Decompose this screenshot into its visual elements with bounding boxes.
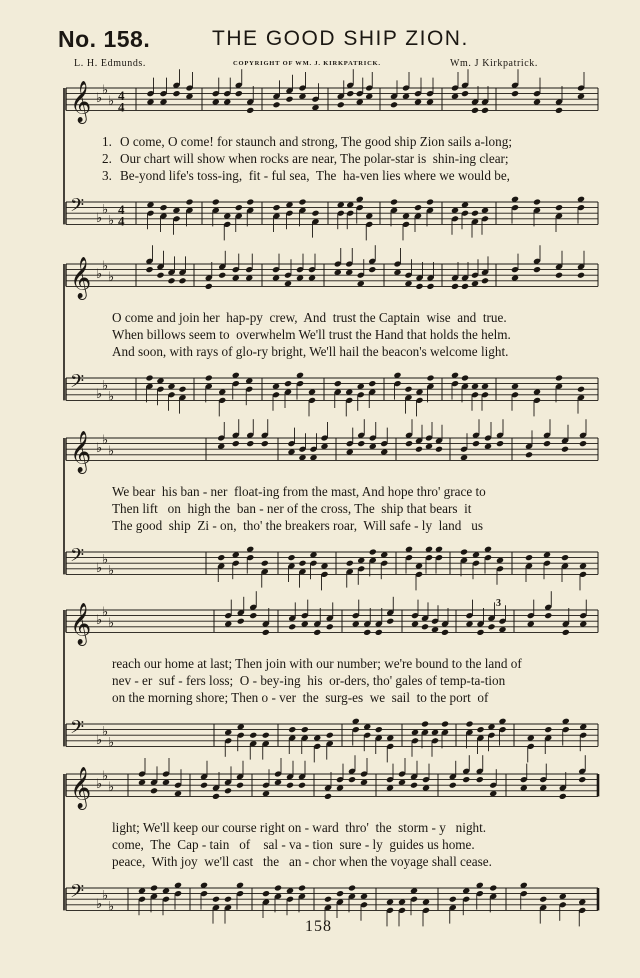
note-head [324,793,332,800]
lyric-text: Then lift on high the ban - ner of the cross, The ship that bears it [112,501,472,516]
treble-clef-icon: 𝄞 [70,767,92,809]
treble-clef-icon: 𝄞 [70,431,92,473]
note-head [525,554,533,561]
note-head [298,560,306,567]
flat-icon: ♭ [102,888,109,904]
note-head [487,623,495,630]
note-head [285,96,293,103]
note-head [262,732,270,739]
flat-icon: ♭ [102,604,109,620]
page-number: 158 [305,918,332,935]
hymn-number: No. 158. [58,26,151,52]
lyric-text: And soon, with rays of glo-ry bright, We'll hail the beacon's welcome light. [112,344,509,359]
lyric-text: peace, With joy we'll cast the an - chor when the voyage shall cease. [112,854,492,869]
note-head [172,90,180,97]
note-head [212,198,220,205]
note-head [313,629,321,636]
flat-icon: ♭ [96,560,103,576]
treble-clef-icon: 𝄞 [70,81,92,123]
note-head [363,629,371,636]
bass-clef-icon: 𝄢 [70,545,85,571]
lyric-line [66,854,640,870]
note-head [301,726,309,733]
note-head [185,198,193,205]
note-head [369,548,377,555]
note-head [235,90,243,97]
note-head [262,890,270,897]
flat-icon: ♭ [96,386,103,402]
note-head [357,440,365,447]
bass-staff [66,881,598,926]
treble-clef-icon: 𝄞 [70,257,92,299]
flat-icon: ♭ [96,210,103,226]
note-head [561,446,569,453]
bass-staff [66,545,598,590]
lyric-text: The good ship Zi - on, tho' the breakers roar, Will safe - ly land us [112,518,483,533]
flat-icon: ♭ [102,258,109,274]
flat-icon: ♭ [102,82,109,98]
note-head [324,896,332,903]
treble-staff [66,245,598,299]
note-head [236,782,244,789]
note-head [562,629,570,636]
bass-clef-icon: 𝄢 [70,371,85,397]
flat-icon: ♭ [96,732,103,748]
note-head [461,90,469,97]
flat-icon: ♭ [108,563,115,579]
note-head [555,374,563,381]
flat-icon: ♭ [102,768,109,784]
note-head [337,101,345,108]
note-head [235,204,243,211]
note-head [249,612,257,619]
note-head [390,101,398,108]
music-system [66,431,598,584]
lyric-text: reach our home at last; Then join with our number; we're bound to the land of [112,656,522,671]
note-head [326,623,334,630]
lyric-line [66,690,640,706]
note-head [334,380,342,387]
note-head [246,107,254,114]
flat-icon: ♭ [102,432,109,448]
note-head [167,277,175,284]
note-head [375,726,383,733]
note-head [415,446,423,453]
lyric-text: light; We'll keep our course right on - ward thro' the storm - y night. [112,820,487,835]
flat-icon: ♭ [96,896,103,912]
note-head [462,776,470,783]
note-head [205,374,213,381]
flat-icon: ♭ [102,552,109,568]
note-head [404,386,412,393]
note-head [287,554,295,561]
lyric-line [66,484,640,500]
note-head [471,107,479,114]
note-head [561,554,569,561]
note-head [150,787,158,794]
note-head [348,884,356,891]
note-head [178,386,186,393]
note-head [461,374,469,381]
lyric-line [66,518,640,534]
note-head [426,283,434,290]
note-head [525,451,533,458]
lyric-line [66,310,640,326]
music-system [66,81,598,234]
note-head [421,623,429,630]
lyric-line [66,501,640,517]
lyric-text: When billows seem to overwhelm We'll trust the Hand that holds the helm. [112,327,511,342]
note-head [368,380,376,387]
triplet-mark: 3 [496,598,501,609]
note-head [298,782,306,789]
bass-staff [66,717,598,762]
note-head [145,374,153,381]
lyric-text: O come and join her hap-py crew, And trust the Captain wise and true. [112,310,507,325]
note-head [415,283,423,290]
note-head [200,782,208,789]
note-head [577,386,585,393]
note-head [489,884,497,891]
note-head [232,440,240,447]
note-head [441,720,449,727]
note-head [476,629,484,636]
note-head [156,272,164,279]
lyric-line [66,820,640,836]
verse-number: 3. [102,168,112,183]
note-head [298,884,306,891]
note-head [451,283,459,290]
note-head [390,198,398,205]
music-system [66,257,598,410]
treble-staff [66,419,598,473]
lyric-text: on the morning shore; Then o - ver the surg-es we sail to the port of [112,690,489,705]
note-head [284,380,292,387]
flat-icon: ♭ [108,389,115,405]
note-head [414,204,422,211]
treble-staff [66,755,598,809]
note-head [159,204,167,211]
note-head [435,446,443,453]
note-head [224,787,232,794]
note-head [246,440,254,447]
music-system [66,767,598,920]
note-head [375,629,383,636]
note-head [212,793,220,800]
lyric-line [66,656,640,672]
note-head [421,720,429,727]
flat-icon: ♭ [102,724,109,740]
flat-icon: ♭ [108,444,115,459]
note-head [217,554,225,561]
bass-staff [66,195,598,240]
treble-staff [66,69,598,123]
lyric-line [66,134,634,150]
note-head [460,548,468,555]
treble-clef-icon: 𝄞 [70,603,92,645]
lyric-text: Our chart will show when rocks are near, The polar-star is shin-ing clear; [120,151,509,166]
note-head [555,107,563,114]
note-head [262,629,270,636]
note-head [326,732,334,739]
note-head [544,612,552,619]
lyric-text: We bear his ban - ner float-ing from the mast, And hope thro' grace to [112,484,486,499]
lyric-line [66,837,640,853]
note-head [449,782,457,789]
note-head [511,90,519,97]
flat-icon: ♭ [96,777,103,793]
verse-number: 2. [102,151,112,166]
flat-icon: ♭ [108,616,115,631]
note-head [449,896,457,903]
note-head [410,782,418,789]
note-head [348,776,356,783]
note-head [465,720,473,727]
note-head [288,726,296,733]
flat-icon: ♭ [96,91,103,107]
note-head [471,210,479,217]
note-head [533,266,541,273]
note-head [178,277,186,284]
lyric-line [66,327,640,343]
composer-credit: Wm. J Kirkpatrick. [450,58,539,69]
note-head [346,90,354,97]
flat-icon: ♭ [108,270,115,285]
note-head [298,198,306,205]
note-head [496,440,504,447]
bass-clef-icon: 𝄢 [70,881,85,907]
note-head [578,776,586,783]
lyric-line [66,168,634,184]
note-head [386,618,394,625]
time-signature: 4 [118,99,125,115]
flat-icon: ♭ [102,202,109,218]
note-head [579,440,587,447]
note-head [261,560,269,567]
note-head [543,440,551,447]
note-head [288,623,296,630]
note-head [205,283,213,290]
bass-clef-icon: 𝄢 [70,195,85,221]
flat-icon: ♭ [108,899,115,915]
lyric-line [66,673,640,689]
note-head [368,266,376,273]
time-signature: 4 [118,88,125,104]
music-system [66,598,598,756]
note-head [224,896,232,903]
flat-icon: ♭ [102,378,109,394]
lyric-text: O come, O come! for staunch and strong, The good ship Zion sails a-long; [120,134,513,149]
note-head [559,793,567,800]
note-head [577,272,585,279]
lyric-line [66,344,640,360]
note-head [261,440,269,447]
lyric-text: come, The Cap - tain of sal - va - tion sure - ly guides us home. [112,837,475,852]
note-head [539,896,547,903]
note-head [246,198,254,205]
note-head [237,618,245,625]
hymn-title: THE GOOD SHIP ZION. [212,27,469,50]
note-head [476,726,484,733]
bass-clef-icon: 𝄢 [70,717,85,743]
author-credit: L. H. Edmunds. [74,58,147,69]
note-head [476,776,484,783]
note-head [472,440,480,447]
note-head [272,204,280,211]
note-head [249,732,257,739]
note-head [481,277,489,284]
note-head [272,101,280,108]
flat-icon: ♭ [108,213,115,229]
note-head [218,272,226,279]
note-head [441,629,449,636]
lyric-text: Be-yond life's toss-ing, fit - ful sea, The ha-ven lies where we would be, [120,168,510,183]
note-head [150,884,158,891]
copyright-notice: COPYRIGHT OF WM. J. KIRKPATRICK. [233,60,381,67]
flat-icon: ♭ [108,94,115,109]
flat-icon: ♭ [96,267,103,283]
note-head [212,896,220,903]
flat-icon: ♭ [108,780,115,795]
note-head [336,890,344,897]
note-head [405,440,413,447]
treble-staff [66,591,598,645]
note-head [426,374,434,381]
lyric-text: nev - er suf - fers loss; O - bey-ing his or-ders, tho' gales of temp-ta-tion [112,673,506,688]
flat-icon: ♭ [108,735,115,751]
note-head [286,782,294,789]
note-head [555,272,563,279]
flat-icon: ♭ [96,441,103,457]
note-head [481,107,489,114]
note-head [311,210,319,217]
note-head [461,283,469,290]
note-head [533,198,541,205]
note-head [274,884,282,891]
flat-icon: ♭ [96,613,103,629]
note-head [346,560,354,567]
note-head [426,198,434,205]
lyric-line [66,151,634,167]
verse-number: 1. [102,134,112,149]
time-signature: 4 [118,202,125,218]
time-signature: 4 [118,213,125,229]
bass-staff [66,371,598,416]
note-head [145,266,153,273]
note-head [544,726,552,733]
note-head [555,204,563,211]
